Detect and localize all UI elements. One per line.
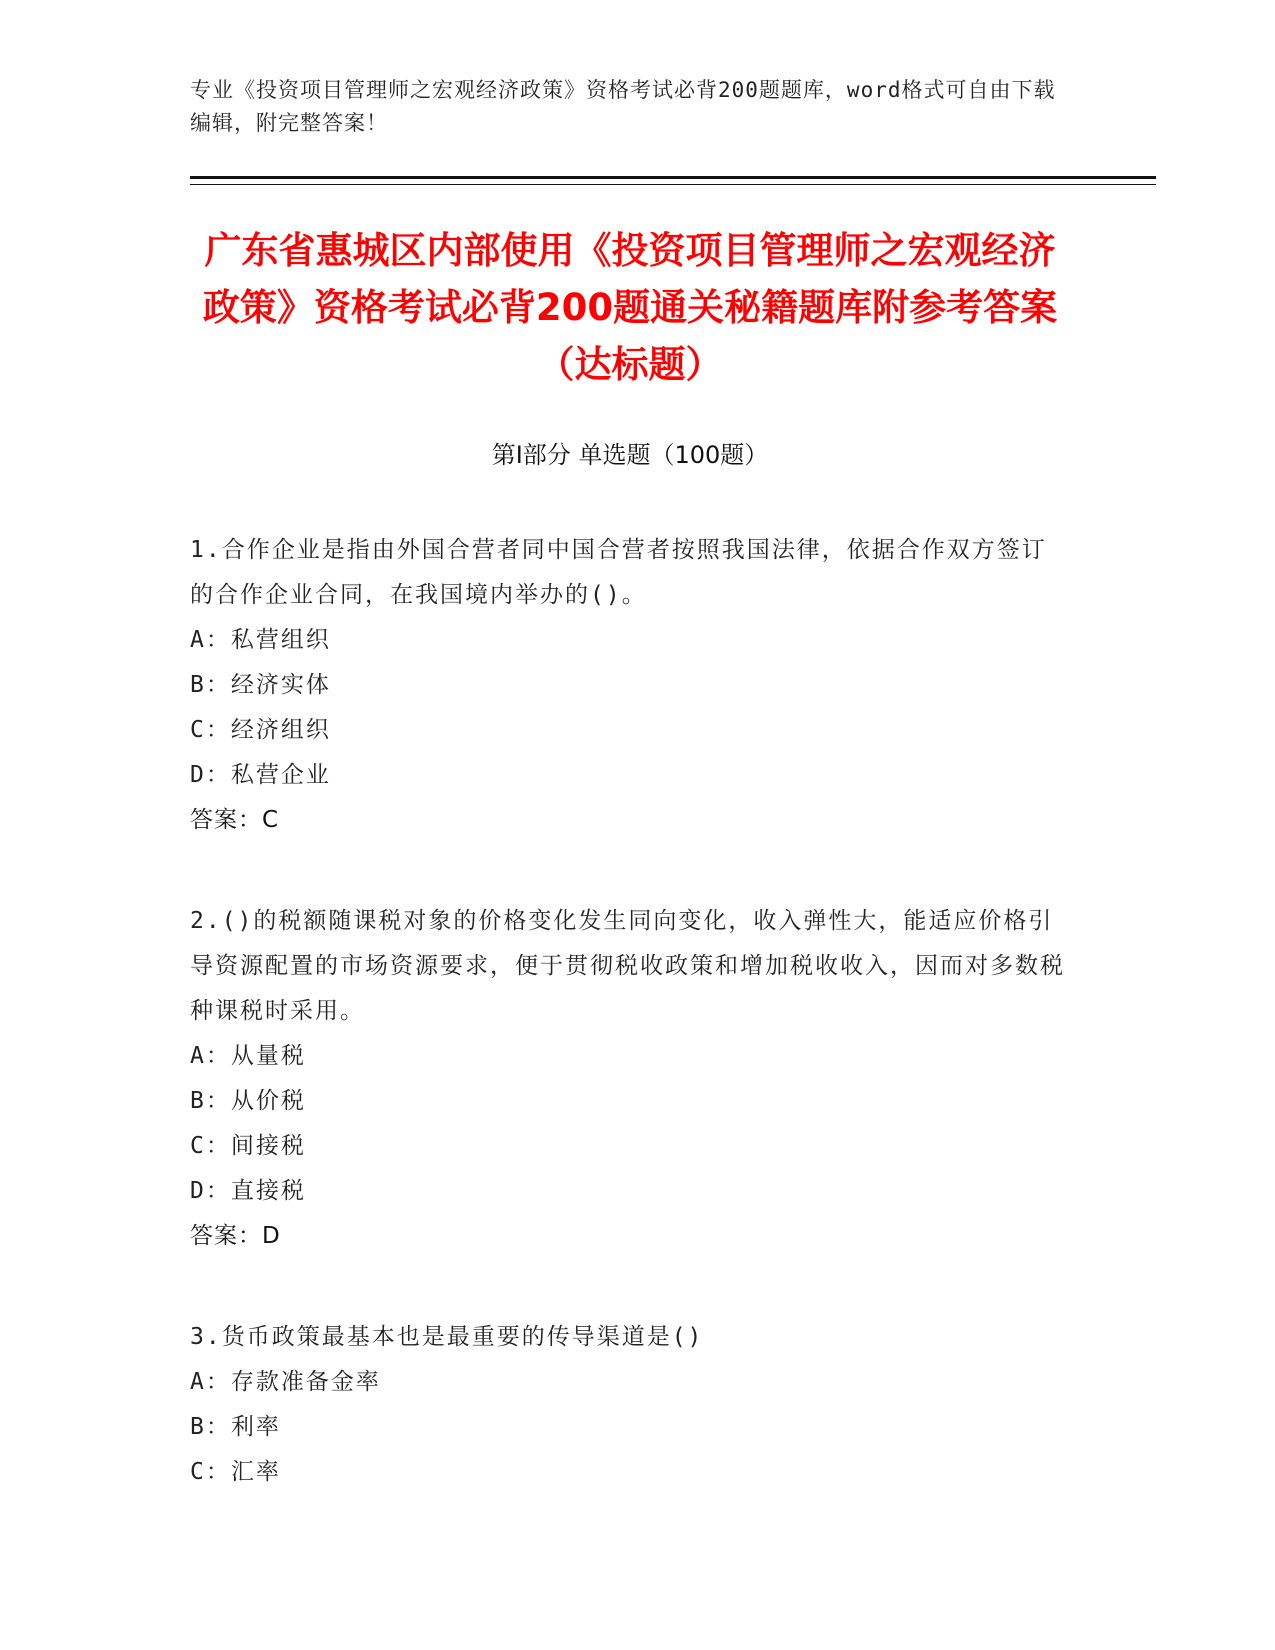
question-2 [190,899,1070,1259]
question-list [190,528,1070,1551]
document-title: 广东省惠城区内部使用《投资项目管理师之宏观经济政策》资格考试必背200题通关秘籍题库附参考答案（达标题） [202,229,1058,386]
option-c: C：汇率 [190,1459,281,1485]
question-1 [190,528,1070,843]
option-d: D：私营企业 [190,762,331,788]
option-b: B：利率 [190,1414,281,1440]
option-a: A：私营组织 [190,627,331,653]
option-a: A：存款准备金率 [190,1369,381,1395]
question-stem: 1.合作企业是指由外国合营者同中国合营者按照我国法律，依据合作双方签订的合作企业合同，在我国境内举办的()。 [190,537,1047,608]
question-3 [190,1315,1070,1495]
option-b: B：经济实体 [190,672,331,698]
option-c: C：经济组织 [190,717,331,743]
header-rule-thin [190,184,1156,185]
question-stem: 3.货币政策最基本也是最重要的传导渠道是() [190,1324,704,1350]
option-d: D：直接税 [190,1178,306,1204]
section-heading: 第I部分 单选题（100题） [491,441,769,469]
option-a: A：从量税 [190,1043,306,1069]
answer-line: 答案：D [190,1223,281,1249]
header-rule-thick [190,176,1156,179]
option-c: C：间接税 [190,1133,306,1159]
header-note: 专业《投资项目管理师之宏观经济政策》资格考试必背200题题库，word格式可自由下载编辑，附完整答案！ [190,78,1056,135]
question-stem: 2.()的税额随课税对象的价格变化发生同向变化，收入弹性大，能适应价格引导资源配置的市场资源要求，便于贯彻税收政策和增加税收收入，因而对多数税种课税时采用。 [190,908,1065,1024]
option-b: B：从价税 [190,1088,306,1114]
answer-line: 答案：C [190,807,280,833]
